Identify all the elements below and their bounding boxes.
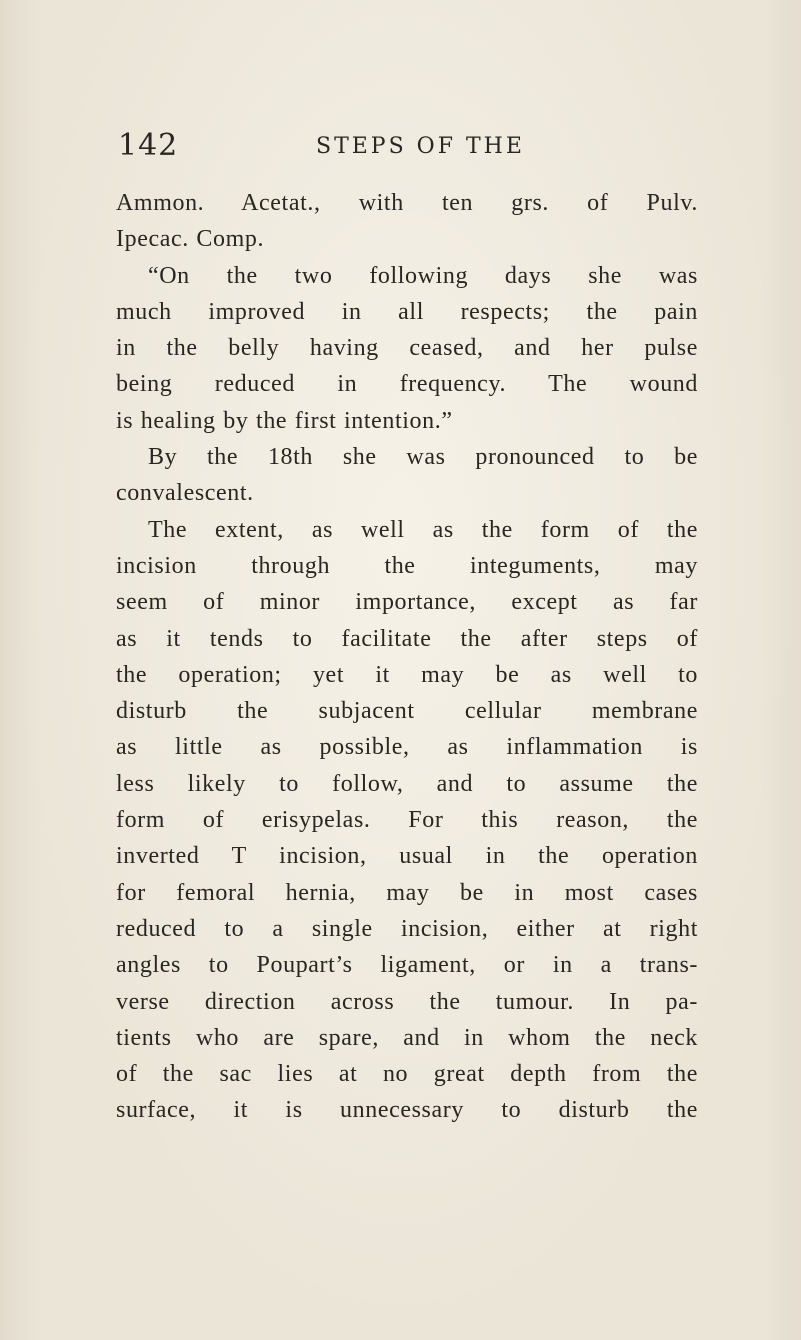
text-line: the operation; yet it may be as well to bbox=[116, 661, 698, 688]
text-line: incision through the integuments, may bbox=[116, 552, 698, 579]
text-line: “On the two following days she was bbox=[148, 262, 698, 289]
text-line: seem of minor importance, except as far bbox=[116, 589, 698, 616]
text-line: as little as possible, as inflammation is bbox=[116, 734, 698, 761]
text-line: angles to Poupart’s ligament, or in a trans- bbox=[116, 952, 698, 979]
text-line: much improved in all respects; the pain bbox=[116, 298, 698, 325]
text-line: is healing by the first intention.” bbox=[116, 407, 453, 434]
text-line: inverted T incision, usual in the operation bbox=[116, 843, 698, 870]
text-line: reduced to a single incision, either at right bbox=[116, 915, 698, 942]
text-line: surface, it is unnecessary to disturb the bbox=[116, 1097, 698, 1124]
text-line: of the sac lies at no great depth from the bbox=[116, 1061, 698, 1088]
body-text bbox=[116, 185, 698, 1129]
page-number: 142 bbox=[118, 128, 179, 163]
text-line: being reduced in frequency. The wound bbox=[116, 371, 698, 398]
text-line: as it tends to facilitate the after steps of bbox=[116, 625, 698, 652]
text-line: Ammon. Acetat., with ten grs. of Pulv. bbox=[116, 190, 698, 216]
running-title: STEPS OF THE bbox=[316, 134, 525, 159]
text-line: The extent, as well as the form of the bbox=[148, 516, 698, 543]
running-head bbox=[118, 128, 698, 168]
text-line: verse direction across the tumour. In pa- bbox=[116, 988, 698, 1015]
text-line: for femoral hernia, may be in most cases bbox=[116, 879, 698, 906]
text-line: form of erisypelas. For this reason, the bbox=[116, 807, 698, 834]
text-line: in the belly having ceased, and her pulse bbox=[116, 335, 698, 362]
text-line: By the 18th she was pronounced to be bbox=[148, 444, 698, 471]
text-line: tients who are spare, and in whom the neck bbox=[116, 1024, 698, 1051]
text-line: Ipecac. Comp. bbox=[116, 226, 265, 253]
text-line: convalescent. bbox=[116, 480, 254, 507]
text-line: less likely to follow, and to assume the bbox=[116, 770, 698, 797]
text-line: disturb the subjacent cellular membrane bbox=[116, 698, 698, 725]
